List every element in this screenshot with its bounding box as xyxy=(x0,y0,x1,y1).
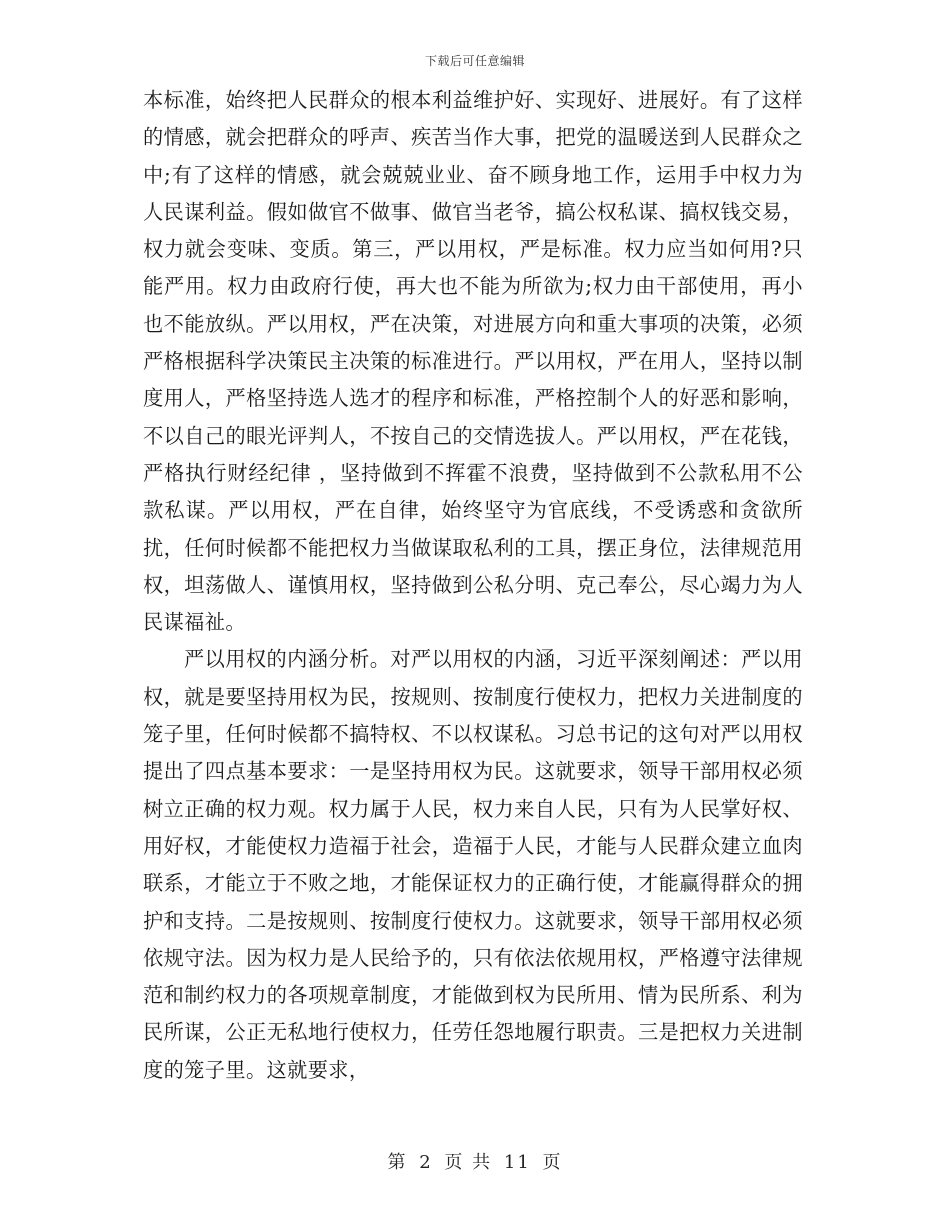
paragraph-2: 严以用权的内涵分析。对严以用权的内涵，习近平深刻阐述：严以用权，就是要坚持用权为民，按规则、按制度行使权力，把权力关进制度的笼子里，任何时候都不搞特权、不以权谋私。习总书记的这句对严以用权提出了四点基本要求：一是坚持用权为民。这就要求，领导干部用权必须树立正确的权力观。权力属于人民，权力来自人民，只有为人民掌好权、用好权，才能使权力造福于社会，造福于人民，才能与人民群众建立血肉联系，才能立于不败之地，才能保证权力的正确行使，才能赢得群众的拥护和支持。二是按规则、按制度行使权力。这就要求，领导干部用权必须依规守法。因为权力是人民给予的，只有依法依规用权，严格遵守法律规范和制约权力的各项规章制度，才能做到权为民所用、情为民所系、利为民所谋，公正无私地行使权力，任劳任怨地履行职责。三是把权力关进制度的笼子里。这就要求， xyxy=(143,647,803,1082)
page-header: 下载后可任意编辑 xyxy=(424,54,525,68)
page-footer xyxy=(0,1148,950,1174)
page-number-total: 11 xyxy=(503,1152,531,1173)
paragraph-1: 本标准，始终把人民群众的根本利益维护好、实现好、进展好。有了这样的情感，就会把群众的呼声、疾苦当作大事，把党的温暖送到人民群众之中;有了这样的情感，就会兢兢业业、奋不顾身地工作，运用手中权力为人民谋利益。假如做官不做事、做官当老爷，搞公权私谋、搞权钱交易，权力就会变味、变质。第三，严以用权，严是标准。权力应当如何用?只能严用。权力由政府行使，再大也不能为所欲为;权力由干部使用，再小也不能放纵。严以用权，严在决策，对进展方向和重大事项的决策，必须严格根据科学决策民主决策的标准进行。严以用权，严在用人，坚持以制度用人，严格坚持选人选才的程序和标准，严格控制个人的好恶和影响，不以自己的眼光评判人，不按自己的交情选拔人。严以用权，严在花钱，严格执行财经纪律 ，坚持做到不挥霍不浪费，坚持做到不公款私用不公款私谋。严以用权，严在自律，始终坚守为官底线，不受诱惑和贪欲所扰，任何时候都不能把权力当做谋取私利的工具，摆正身位，法律规范用权，坦荡做人、谨慎用权，坚持做到公私分明、克己奉公，尽心竭力为人民谋福祉。 xyxy=(143,88,803,635)
document-body xyxy=(143,82,803,1089)
page-number-current: 2 xyxy=(419,1152,433,1173)
footer-middle: 页 共 xyxy=(444,1152,493,1173)
footer-prefix: 第 xyxy=(387,1152,408,1173)
footer-suffix: 页 xyxy=(542,1152,563,1173)
